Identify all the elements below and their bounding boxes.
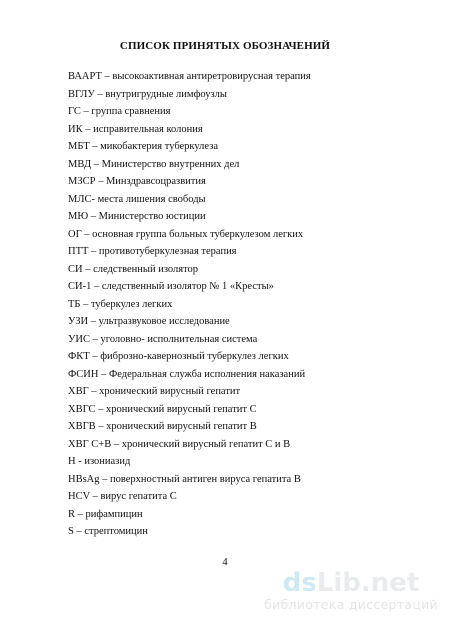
abbreviation-entry: МЮ – Министерство юстиции [68,211,206,222]
page-number: 4 [222,557,228,568]
abbreviation-entry: ВААРТ – высокоактивная антиретровирусная терапия [68,71,311,82]
abbreviation-entry: ФКТ – фиброзно-кавернозный туберкулез легких [68,351,289,362]
abbreviation-entry: ХВГ – хронический вирусный гепатит [68,386,241,397]
abbreviation-entry: S – стрептомицин [68,526,148,537]
watermark-subtitle: библиотека диссертаций [264,597,438,612]
abbreviation-entry: МЛС- места лишения свободы [68,193,206,205]
abbreviation-entry: ВГЛУ – внутригрудные лимфоузлы [68,88,227,100]
abbreviation-entry: ГС – группа сравнения [68,106,171,117]
abbreviation-entry: ПТТ – противотуберкулезная терапия [68,246,237,257]
page-title: СПИСОК ПРИНЯТЫХ ОБОЗНАЧЕНИЙ [119,40,331,52]
abbreviation-entry: ХВГВ – хронический вирусный гепатит В [68,421,257,432]
abbreviation-entry: ОГ – основная группа больных туберкулезом легких [68,228,304,240]
abbreviation-entry: R – рифампицин [68,508,143,520]
abbreviation-entry: ФСИН – Федеральная служба исполнения наказаний [68,368,306,380]
abbreviation-entry: УИС – уголовно- исполнительная система [68,333,258,345]
abbreviation-entry: HCV – вирус гепатита С [68,491,177,502]
abbreviation-entry: ХВГ С+В – хронический вирусный гепатит С и В [68,438,291,450]
abbreviation-entry: Н - изониазид [68,456,131,467]
abbreviation-entry: МБТ – микобактерия туберкулеза [68,141,219,152]
abbreviation-entry: УЗИ – ультразвуковое исследование [68,316,230,327]
abbreviation-list [68,68,428,541]
abbreviation-entry: HBsAg – поверхностный антиген вируса гепатита В [68,473,301,485]
abbreviation-entry: МВД – Министерство внутренних дел [68,158,240,170]
abbreviation-entry: МЗСР – Минздравсоцразвития [68,176,206,187]
abbreviation-entry: ИК – исправительная колония [68,123,203,135]
abbreviation-entry: ТБ – туберкулез легких [68,298,173,310]
abbreviation-entry: СИ – следственный изолятор [68,263,199,275]
watermark-logo: dsLib.net [282,568,420,598]
watermark [264,569,438,612]
abbreviation-entry: ХВГС – хронический вирусный гепатит С [68,403,257,415]
abbreviation-entry: СИ-1 – следственный изолятор № 1 «Кресты» [68,281,274,292]
